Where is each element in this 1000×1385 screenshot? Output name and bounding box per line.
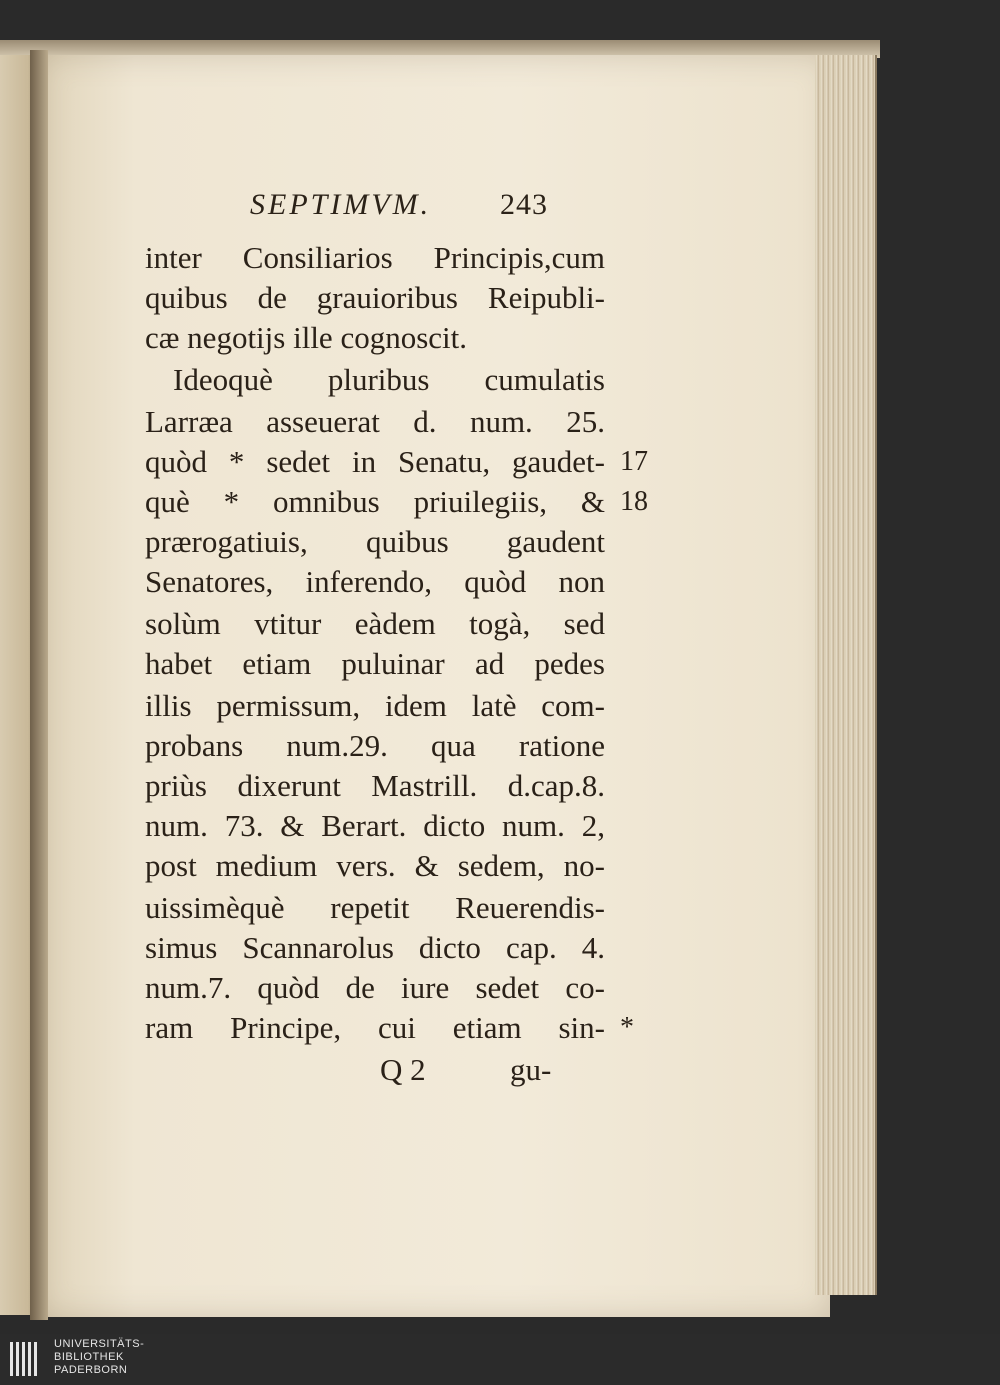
text-line: inter Consiliarios Principis,cum [145,240,605,275]
signature-mark: Q 2 [380,1052,426,1087]
margin-note-asterisk: * [620,1012,634,1043]
logo-line: BIBLIOTHEK [54,1351,124,1363]
text-line: num.7. quòd de iure sedet co- [145,970,605,1005]
text-line: quòd * sedet in Senatu, gaudet- [145,444,605,479]
margin-note-17: 17 [620,446,648,477]
text-line: ram Principe, cui etiam sin- [145,1010,605,1045]
text-line: simus Scannarolus dicto cap. 4. [145,930,605,965]
logo-line: UNIVERSITÄTS- [54,1338,145,1350]
library-logo-text [54,1338,254,1377]
book-gutter [30,50,48,1320]
text-line: post medium vers. & sedem, no- [145,848,605,883]
text-line: probans num.29. qua ratione [145,728,605,763]
text-line: solùm vtitur eàdem togà, sed [145,606,605,641]
text-line: cæ negotijs ille cognoscit. [145,320,468,355]
text-line: illis permissum, idem latè com- [145,688,605,723]
text-line: uissimèquè repetit Reuerendis- [145,890,605,925]
catchword: gu- [510,1052,552,1087]
text-line: Senatores, inferendo, quòd non [145,564,605,599]
text-line: num. 73. & Berart. dicto num. 2, [145,808,605,843]
text-line: priùs dixerunt Mastrill. d.cap.8. [145,768,605,803]
text-line: quibus de grauioribus Reipubli- [145,280,605,315]
page-stack-edges [815,55,877,1295]
text-line: què * omnibus priuilegiis, & [145,484,605,519]
margin-note-18: 18 [620,486,648,517]
running-header [250,188,610,230]
logo-line: PADERBORN [54,1364,128,1376]
text-line: Larræa asseuerat d. num. 25. [145,404,605,439]
page-number: 243 [500,188,548,221]
library-logo-icon [8,1340,44,1378]
running-title: SEPTIMVM. [250,188,432,221]
text-line: prærogatiuis, quibus gaudent [145,524,605,559]
text-line: Ideoquè pluribus cumulatis [173,362,605,397]
text-line: habet etiam puluinar ad pedes [145,646,605,681]
